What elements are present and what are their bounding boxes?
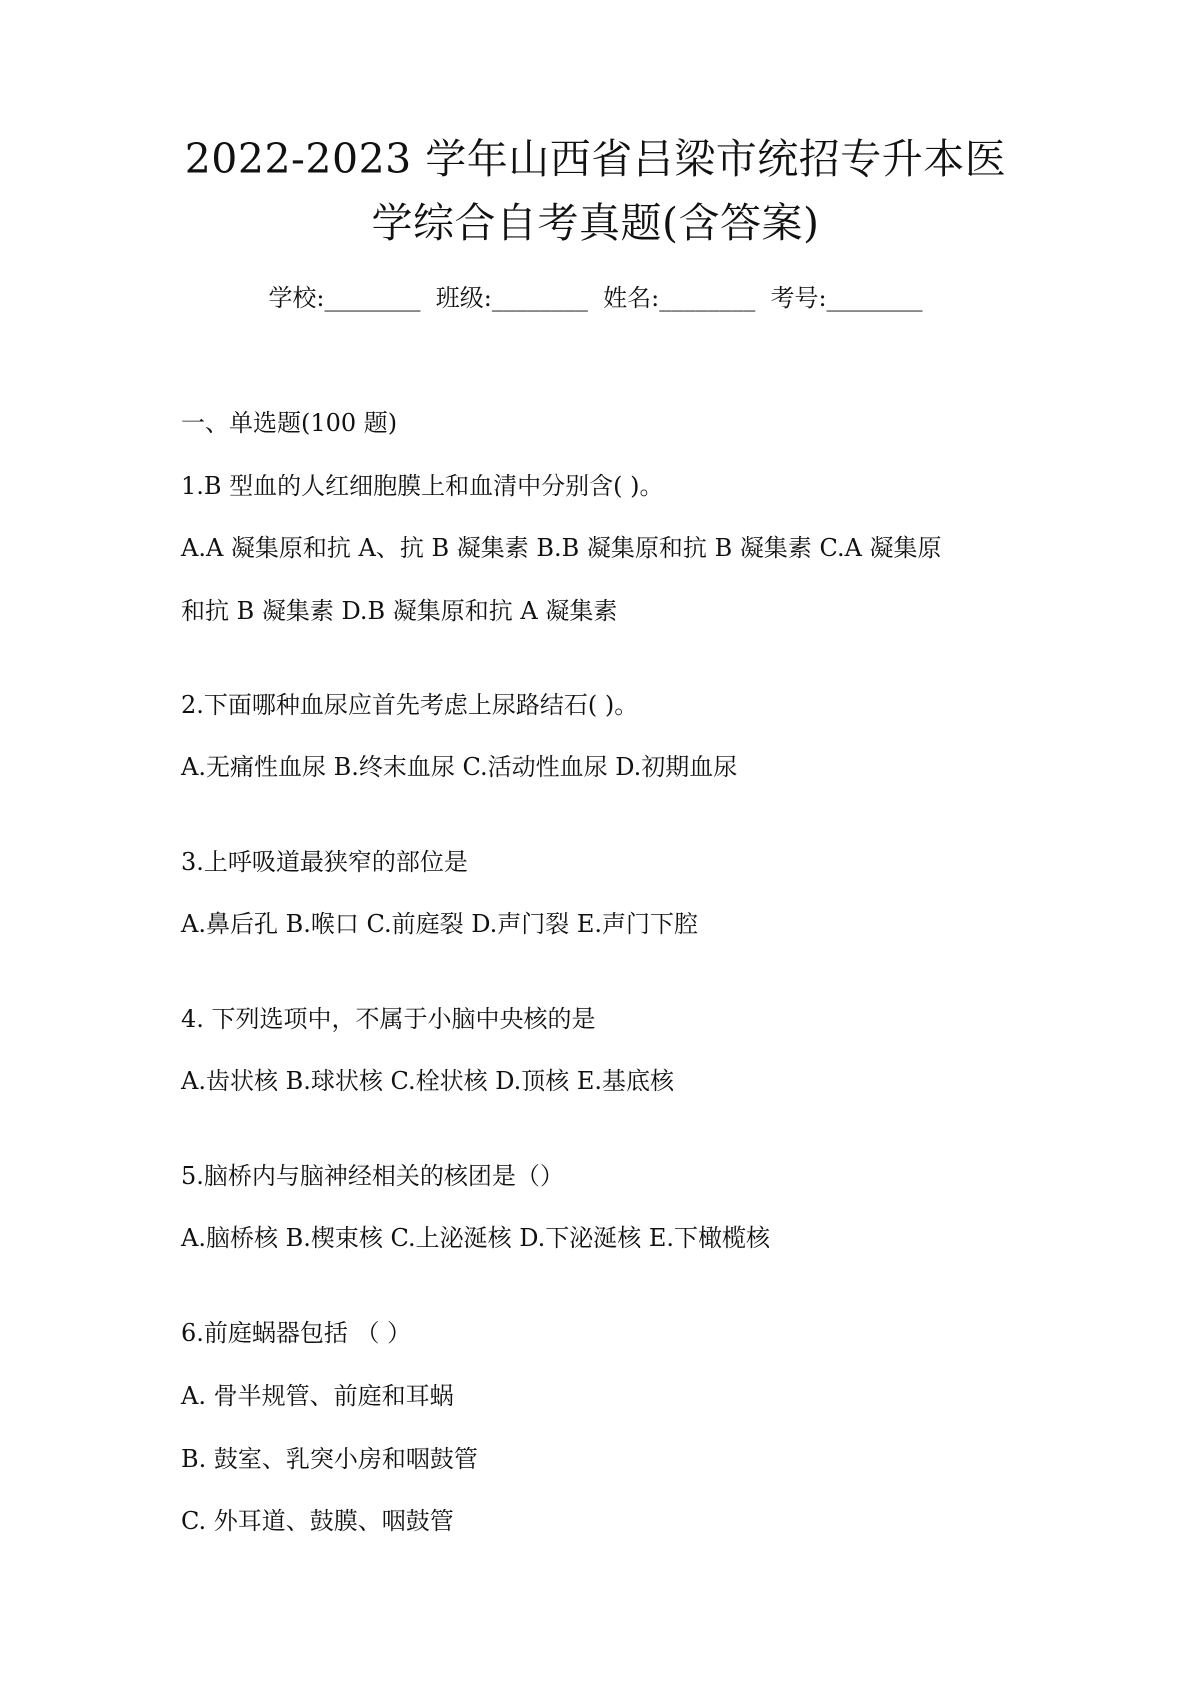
question-6-stem: 6.前庭蜗器包括 （ ） [181, 1319, 412, 1347]
question-4-stem: 4. 下列选项中，不属于小脑中央核的是 [181, 1005, 596, 1033]
question-5-stem: 5.脑桥内与脑神经相关的核团是（） [181, 1162, 564, 1190]
question-6-option-b: B. 鼓室、乳突小房和咽鼓管 [181, 1445, 478, 1473]
question-3-options: A.鼻后孔 B.喉口 C.前庭裂 D.声门裂 E.声门下腔 [181, 910, 699, 938]
question-3-stem: 3.上呼吸道最狭窄的部位是 [181, 848, 468, 876]
question-6-option-a: A. 骨半规管、前庭和耳蜗 [181, 1382, 454, 1410]
question-1-stem: 1.B 型血的人红细胞膜上和血清中分别含( )。 [181, 472, 664, 500]
question-4-options: A.齿状核 B.球状核 C.栓状核 D.顶核 E.基底核 [181, 1067, 675, 1095]
question-1-options-line-2: 和抗 B 凝集素 D.B 凝集原和抗 A 凝集素 [181, 597, 618, 625]
section-heading: 一、单选题(100 题) [181, 409, 398, 437]
question-1-options-line-1: A.A 凝集原和抗 A、抗 B 凝集素 B.B 凝集原和抗 B 凝集素 C.A 凝集原 [181, 534, 942, 562]
exam-title-line-2: 学综合自考真题(含答案) [371, 199, 820, 247]
question-2-options: A.无痛性血尿 B.终末血尿 C.活动性血尿 D.初期血尿 [181, 753, 738, 781]
question-5-options: A.脑桥核 B.楔束核 C.上泌涎核 D.下泌涎核 E.下橄榄核 [181, 1224, 771, 1252]
student-info-fields: 学校:________ 班级:________ 姓名:________ 考号:________ [268, 284, 923, 312]
question-6-option-c: C. 外耳道、鼓膜、咽鼓管 [181, 1507, 454, 1535]
question-2-stem: 2.下面哪种血尿应首先考虑上尿路结石( )。 [181, 691, 639, 719]
exam-title-line-1: 2022-2023 学年山西省吕梁市统招专升本医 [184, 135, 1007, 183]
